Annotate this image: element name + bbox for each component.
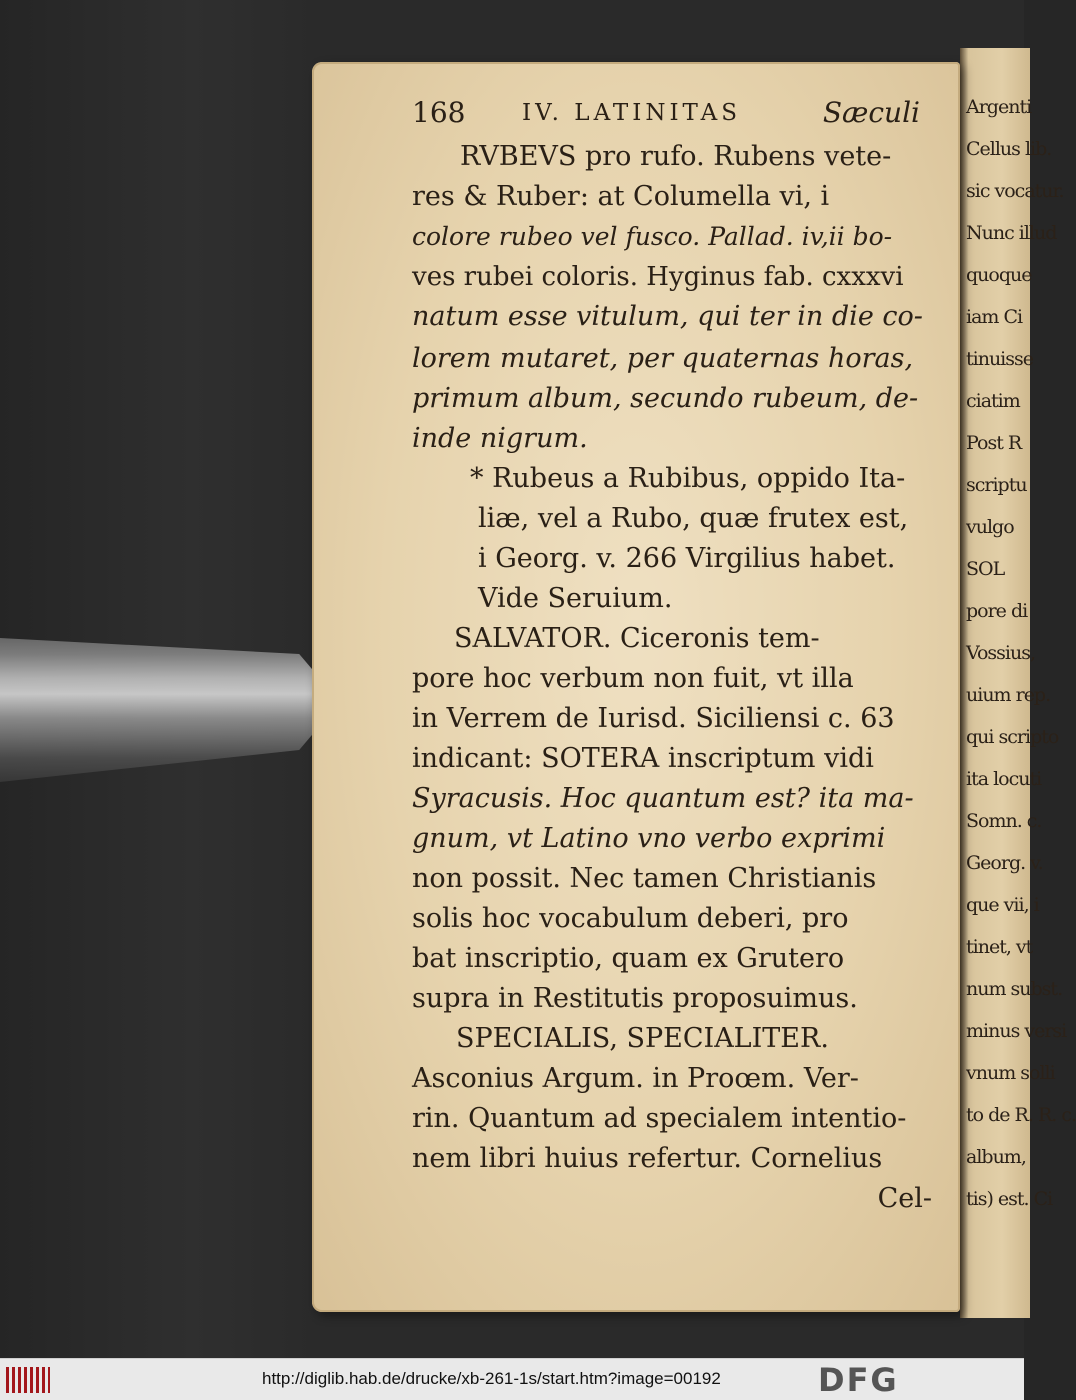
text-line: Syracusis. Hoc quantum est? ita ma-: [412, 783, 914, 814]
text-line: Asconius Argum. in Proœm. Ver-: [412, 1063, 859, 1094]
facing-line: Georg. v.: [966, 852, 1043, 874]
facing-line: tinet, vt: [966, 936, 1033, 958]
text-line: inde nigrum.: [412, 423, 588, 454]
facing-line: album,: [966, 1146, 1026, 1168]
text-line: natum esse vitulum, qui ter in die co-: [412, 301, 923, 332]
text-line: RVBEVS pro rufo. Rubens vete-: [460, 141, 892, 172]
text-line: in Verrem de Iurisd. Siciliensi c. 63: [412, 703, 895, 734]
facing-line: Nunc illud: [966, 222, 1057, 244]
running-title-right: Sæculi: [822, 96, 920, 129]
text-line: * Rubeus a Rubibus, oppido Ita-: [470, 463, 906, 494]
facing-line: pore di: [966, 600, 1028, 622]
page-number: 168: [412, 96, 466, 129]
facing-line: Cellus lib.: [966, 138, 1052, 160]
facing-line: iam Ci: [966, 306, 1023, 328]
source-url-link[interactable]: http://diglib.hab.de/drucke/xb-261-1s/start.htm?image=00192: [262, 1369, 721, 1388]
facing-line: tinuisse: [966, 348, 1034, 370]
facing-line: ita locuti: [966, 768, 1042, 790]
viewer-footer: [0, 1358, 1024, 1400]
facing-line: SOL: [966, 558, 1005, 580]
facing-line: tis) est. Ci: [966, 1188, 1053, 1210]
text-line: gnum, vt Latino vno verbo exprimi: [412, 823, 886, 854]
facing-line: ciatim: [966, 390, 1020, 412]
text-line: primum album, secundo rubeum, de-: [412, 383, 919, 414]
facing-line: Argenti: [966, 96, 1032, 118]
text-line: liæ, vel a Rubo, quæ frutex est,: [478, 503, 909, 534]
text-line: SPECIALIS, SPECIALITER.: [456, 1023, 829, 1054]
text-line: i Georg. v. 266 Virgilius habet.: [478, 543, 896, 574]
running-header: [412, 96, 932, 140]
text-line: Vide Seruium.: [478, 583, 673, 614]
facing-line: uium rep.: [966, 684, 1051, 706]
facing-line: vulgo: [966, 516, 1014, 538]
facing-line: num subst.: [966, 978, 1063, 1000]
facing-line: Post R: [966, 432, 1022, 454]
facing-line: qui scripto: [966, 726, 1059, 748]
text-line: nem libri huius refertur. Cornelius: [412, 1143, 883, 1174]
text-line: supra in Restitutis proposuimus.: [412, 983, 858, 1014]
running-title: IV. LATINITAS: [522, 100, 742, 126]
text-line: colore rubeo vel fusco. Pallad. iv,ii bo-: [412, 222, 893, 251]
text-line: indicant: SOTERA inscriptum vidi: [412, 743, 874, 774]
library-logo-icon: [6, 1367, 50, 1393]
text-line: pore hoc verbum non fuit, vt illa: [412, 663, 854, 694]
facing-line: scriptu: [966, 474, 1027, 496]
text-line: solis hoc vocabulum deberi, pro: [412, 903, 849, 934]
facing-line: quoque: [966, 264, 1032, 286]
facing-line: to de R. R. c.: [966, 1104, 1076, 1126]
facing-line: que vii, i: [966, 894, 1039, 916]
text-line: rin. Quantum ad specialem intentio-: [412, 1103, 907, 1134]
text-line: ves rubei coloris. Hyginus fab. cxxxvi: [412, 262, 904, 292]
facing-line: minus versi: [966, 1020, 1067, 1042]
text-line: Cel-: [877, 1183, 932, 1214]
facing-line: Somn. c.: [966, 810, 1042, 832]
text-line: res & Ruber: at Columella vi, i: [412, 181, 830, 212]
text-line: SALVATOR. Ciceronis tem-: [454, 623, 820, 654]
facing-line: vnum solli: [966, 1062, 1055, 1084]
facing-line: sic vocatur.: [966, 180, 1064, 202]
text-line: lorem mutaret, per quaternas horas,: [412, 343, 914, 374]
dfg-logo: DFG: [818, 1361, 899, 1399]
text-line: non possit. Nec tamen Christianis: [412, 863, 877, 894]
facing-line: Vossius,: [966, 642, 1036, 664]
text-line: bat inscriptio, quam ex Grutero: [412, 943, 845, 974]
